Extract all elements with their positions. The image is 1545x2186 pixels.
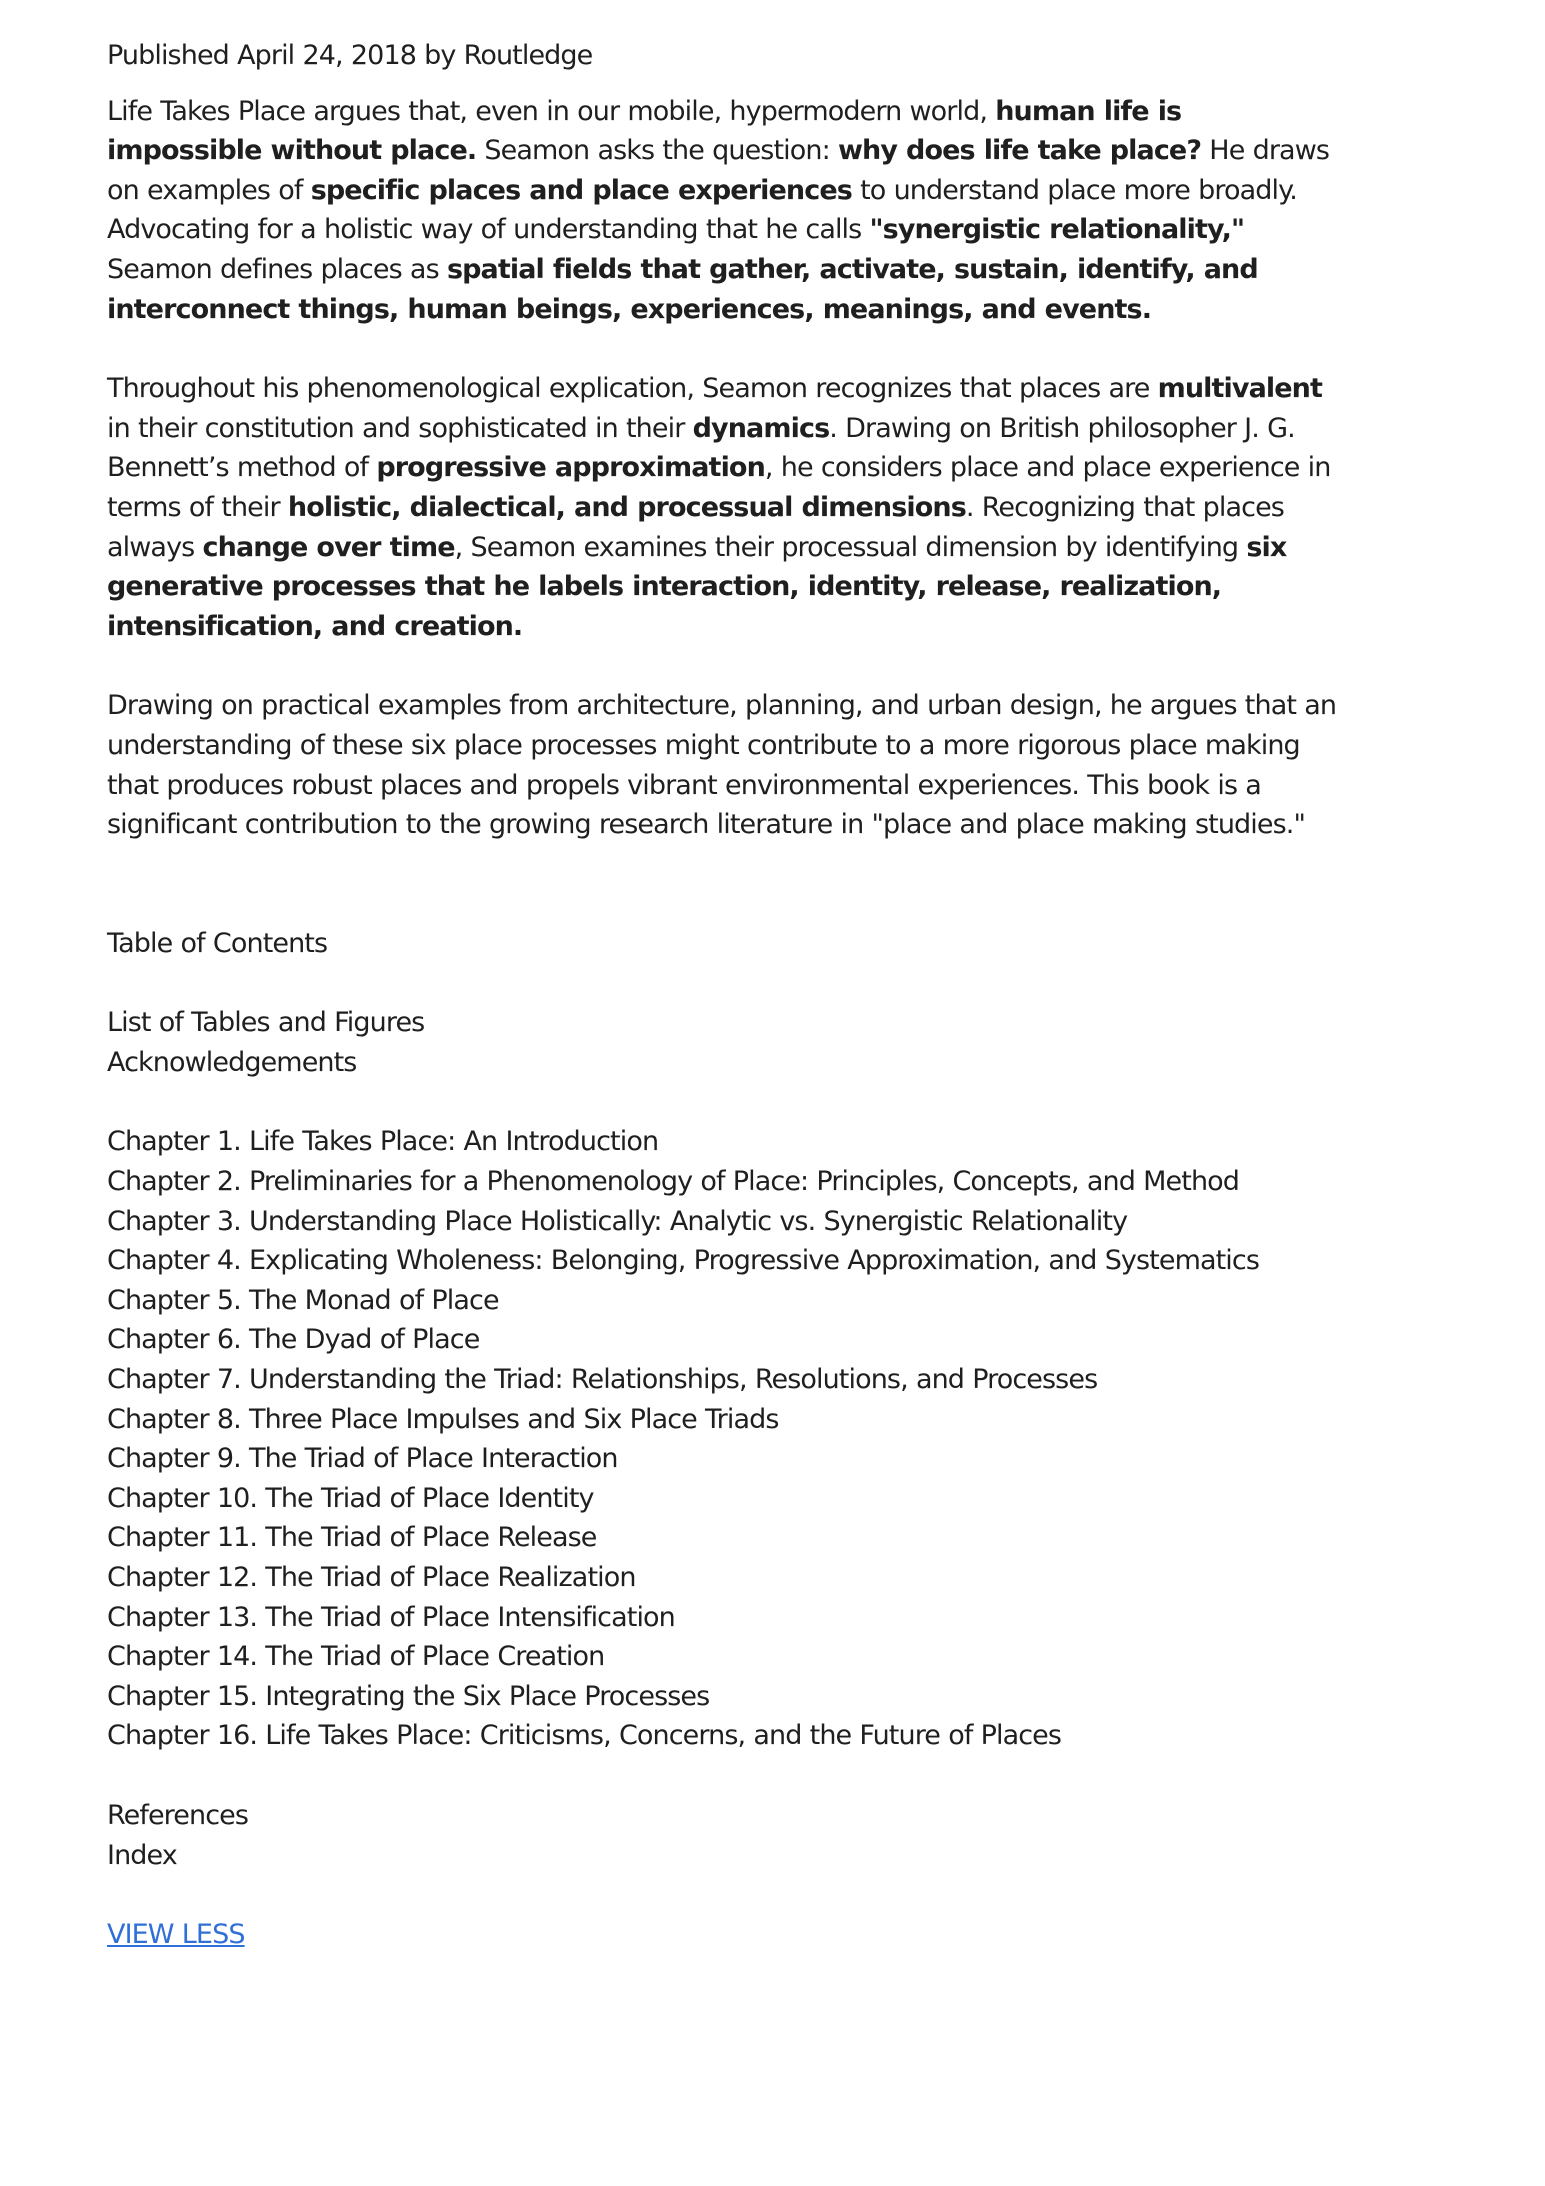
toc-item-list-of-tables: List of Tables and Figures [107, 1007, 425, 1039]
toc-chapter: Chapter 10. The Triad of Place Identity [107, 1482, 594, 1514]
emphasized-text: multivalent [1157, 373, 1322, 405]
emphasized-text: change over time [202, 531, 455, 563]
description-paragraph [107, 369, 1337, 646]
toc-chapter: Chapter 11. The Triad of Place Release [107, 1522, 597, 1554]
toc-chapter: Chapter 9. The Triad of Place Interaction [107, 1443, 618, 1475]
paragraph-text: . Drawing on British philosopher J. G. Bennett’s method of [107, 412, 1295, 484]
toc-item-references: References [107, 1799, 249, 1831]
toc-chapter: Chapter 6. The Dyad of Place [107, 1324, 480, 1356]
book-details [107, 36, 1337, 1955]
toc-chapter: Chapter 14. The Triad of Place Creation [107, 1641, 605, 1673]
paragraph-text: in their constitution and sophisticated in their [107, 412, 693, 444]
paragraph-text: , he considers place and place experience in terms of their [107, 452, 1331, 523]
toc-chapter: Chapter 4. Explicating Wholeness: Belonging, Progressive Approximation, and Systematics [107, 1245, 1260, 1277]
toc-heading: Table of Contents [107, 927, 328, 959]
toc-chapter: Chapter 3. Understanding Place Holistically: Analytic vs. Synergistic Relationality [107, 1205, 1128, 1237]
emphasized-text: human life is impossible without place. [107, 95, 1182, 167]
emphasized-text: dynamics [692, 412, 830, 444]
emphasized-text: why does life take place? [837, 135, 1202, 167]
toc-chapter: Chapter 8. Three Place Impulses and Six Place Triads [107, 1403, 779, 1435]
toc-chapter: Chapter 5. The Monad of Place [107, 1284, 499, 1316]
paragraph-text: He draws on examples of [107, 135, 1330, 206]
description-paragraph [107, 686, 1337, 844]
paragraph-text: Life Takes Place argues that, even in our mobile, hypermodern world, [107, 95, 996, 127]
paragraph-text: . Recognizing that places always [107, 491, 1284, 563]
toc-chapter: Chapter 1. Life Takes Place: An Introduction [107, 1126, 659, 1158]
emphasized-text: specific places and place experiences [310, 174, 852, 206]
toc-front-matter [107, 1003, 1337, 1082]
paragraph-text: Drawing on practical examples from architecture, planning, and urban design, he argues that an understanding of these six place processes might contribute to a more rigorous place making that produces robust places and propels vibrant environmental experiences. This book is a significant contribution to the growing research literature in "place and place making studies." [107, 690, 1337, 841]
paragraph-text: , Seamon examines their processual dimension by identifying [454, 531, 1247, 563]
toc-chapter: Chapter 7. Understanding the Triad: Relationships, Resolutions, and Processes [107, 1364, 1098, 1396]
description-paragraph [107, 92, 1337, 330]
paragraph-text: Throughout his phenomenological explication, Seamon recognizes that places are [107, 373, 1158, 405]
toc-item-acknowledgements: Acknowledgements [107, 1046, 357, 1078]
toc-chapter: Chapter 15. Integrating the Six Place Processes [107, 1680, 710, 1712]
book-description [107, 92, 1337, 845]
paragraph-text: Seamon asks the question: [476, 135, 838, 167]
toc-item-index: Index [107, 1839, 177, 1871]
toc-chapter: Chapter 2. Preliminaries for a Phenomenology of Place: Principles, Concepts, and Method [107, 1166, 1240, 1198]
emphasized-text: holistic, dialectical, and processual dimensions [287, 491, 966, 523]
emphasized-text: "synergistic relationality," [869, 214, 1245, 246]
emphasized-text: spatial fields that gather, activate, sustain, identify, and interconnect things, human beings, experiences, meanings, and events. [107, 253, 1258, 325]
emphasized-text: six generative processes that he labels interaction, identity, release, realization, intensification, and creation. [107, 531, 1287, 642]
paragraph-text: to understand place more broadly. Advocating for a holistic way of understanding that he calls [107, 174, 1297, 246]
toc-back-matter [107, 1796, 1337, 1875]
paragraph-text: Seamon defines places as [107, 253, 447, 285]
toc-chapters [107, 1122, 1337, 1756]
emphasized-text: progressive approximation [376, 452, 765, 484]
toc-chapter: Chapter 16. Life Takes Place: Criticisms, Concerns, and the Future of Places [107, 1720, 1062, 1752]
publication-info: Published April 24, 2018 by Routledge [107, 40, 593, 71]
toc-chapter: Chapter 13. The Triad of Place Intensification [107, 1601, 675, 1633]
view-less-link[interactable]: VIEW LESS [107, 1919, 245, 1951]
toc-chapter: Chapter 12. The Triad of Place Realization [107, 1562, 636, 1593]
